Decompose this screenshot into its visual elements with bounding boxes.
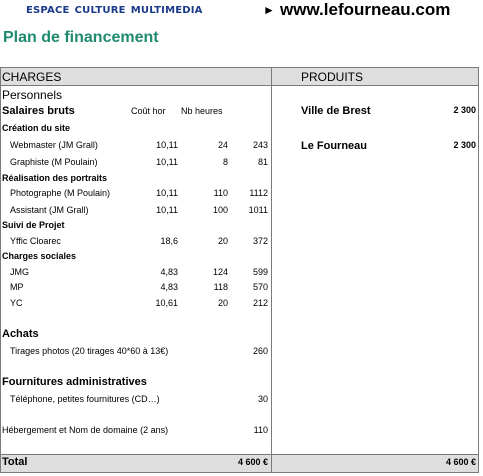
banner-url[interactable]: www.lefourneau.com: [280, 0, 451, 19]
row-nb: 118: [213, 282, 228, 292]
row-nb: 20: [217, 298, 228, 308]
column-header-cout: Coût hor: [131, 106, 166, 116]
row-total: 243: [252, 140, 268, 150]
column-header-nb-heures: Nb heures: [181, 106, 223, 116]
subsection-creation: Création du site: [2, 123, 71, 133]
row-name: Téléphone, petites fournitures (CD…): [10, 394, 160, 404]
row-nb: 124: [212, 267, 228, 277]
produit-name: Le Fourneau: [301, 140, 368, 152]
row-cout: 10,11: [156, 157, 178, 167]
row-total: 372: [252, 236, 268, 246]
row-name: JMG: [10, 267, 29, 277]
row-nb: 20: [217, 236, 228, 246]
row-cout: 4,83: [160, 267, 178, 277]
row-cout: 18,6: [160, 236, 178, 246]
row-total: 81: [257, 157, 268, 167]
banner-logo-text: espace culture multimedia: [26, 1, 203, 17]
row-total: 212: [252, 298, 268, 308]
row-name: Assistant (JM Grall): [10, 205, 89, 215]
row-total: 1112: [249, 188, 268, 198]
column-divider: [271, 67, 272, 473]
row-total: 260: [252, 346, 268, 356]
subsection-suivi: Suivi de Projet: [2, 220, 65, 230]
row-total: 570: [252, 282, 268, 292]
row-name: Hébergement et Nom de domaine (2 ans): [2, 425, 169, 435]
arrow-right-icon: ►: [263, 3, 275, 17]
row-cout: 10,11: [156, 205, 178, 215]
section-personnels: Personnels: [2, 88, 63, 102]
produit-amount: 2 300: [453, 105, 476, 115]
row-name: YC: [10, 298, 23, 308]
row-total: 110: [253, 425, 268, 435]
site-banner: [0, 0, 483, 21]
row-name: Yffic Cloarec: [10, 236, 61, 246]
row-nb: 100: [212, 205, 228, 215]
row-nb: 8: [222, 157, 228, 167]
row-name: MP: [10, 282, 24, 292]
total-label: Total: [2, 456, 28, 468]
section-achats: Achats: [2, 328, 39, 340]
label-salaires-bruts: Salaires bruts: [2, 105, 75, 117]
row-cout: 4,83: [160, 282, 178, 292]
row-name: Photographe (M Poulain): [10, 188, 111, 198]
total-charges: 4 600 €: [237, 457, 268, 467]
produit-amount: 2 300: [453, 140, 476, 150]
row-total: 599: [252, 267, 268, 277]
row-total: 30: [257, 394, 268, 404]
row-nb: 110: [213, 188, 228, 198]
produit-name: Ville de Brest: [301, 105, 371, 117]
header-produits: PRODUITS: [301, 70, 364, 84]
row-name: Webmaster (JM Grall): [10, 140, 98, 150]
row-nb: 24: [217, 140, 228, 150]
subsection-realisation: Réalisation des portraits: [2, 173, 108, 183]
page-title: Plan de financement: [3, 29, 159, 46]
row-cout: 10,61: [155, 298, 178, 308]
row-name: Tirages photos (20 tirages 40*60 à 13€): [10, 346, 169, 356]
subsection-charges-sociales: Charges sociales: [2, 251, 77, 261]
header-charges: CHARGES: [2, 70, 62, 84]
row-name: Graphiste (M Poulain): [10, 157, 98, 167]
section-fournitures: Fournitures administratives: [2, 376, 147, 388]
total-produits: 4 600 €: [445, 457, 476, 467]
row-total: 1011: [248, 205, 268, 215]
table-header-band: [1, 68, 478, 86]
row-cout: 10,11: [156, 140, 178, 150]
row-cout: 10,11: [156, 188, 178, 198]
